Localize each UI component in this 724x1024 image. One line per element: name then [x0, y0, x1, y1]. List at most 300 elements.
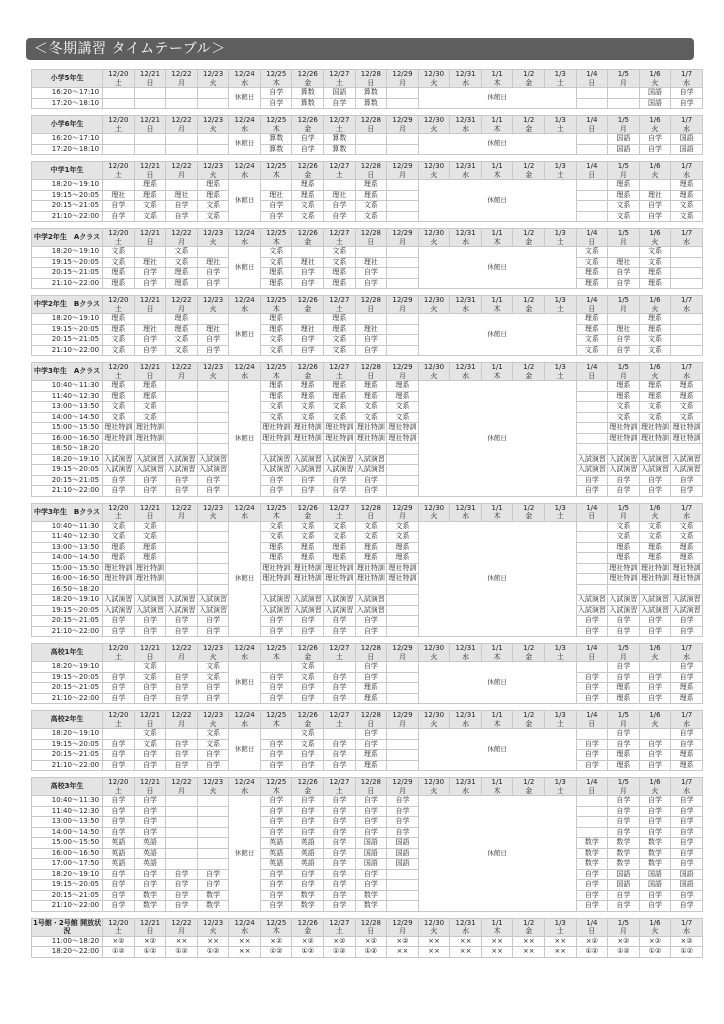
weekday-label: 水	[462, 512, 470, 520]
date-label: 1/4	[586, 644, 598, 652]
weekday-label: 日	[367, 927, 375, 935]
class-cell: 入試演習	[325, 454, 354, 463]
class-cell: 自学	[355, 616, 387, 627]
class-cell	[166, 391, 198, 402]
weekday-label: 金	[304, 237, 312, 246]
class-cell: 理社	[292, 324, 324, 335]
date-label: 1/1	[491, 918, 503, 927]
date-label: 12/20	[108, 711, 129, 719]
class-cell: 自学	[324, 616, 356, 627]
date-header	[544, 363, 576, 381]
class-cell: 自学	[639, 760, 671, 771]
weekday-label: 日	[367, 304, 375, 313]
date-header	[355, 229, 387, 247]
class-cell	[166, 796, 198, 807]
class-cell: 自学	[324, 890, 356, 901]
weekday-label: 火	[209, 719, 217, 728]
weekday-label: 金	[525, 719, 533, 728]
weekday-label: 日	[367, 124, 375, 133]
time-slot: 19:15～20:05	[32, 257, 103, 268]
date-label: 12/26	[297, 918, 318, 927]
class-cell: 算数	[260, 134, 292, 145]
class-cell: 自学	[355, 880, 387, 891]
date-header	[481, 70, 513, 88]
date-label: 1/5	[617, 116, 630, 124]
date-label: 1/6	[649, 778, 661, 786]
weekday-label: 金	[304, 78, 312, 87]
class-cell	[324, 584, 356, 595]
table-row	[32, 890, 703, 901]
weekday-label: 水	[241, 124, 249, 133]
class-cell	[166, 859, 198, 870]
class-cell: 自学	[103, 869, 135, 880]
weekday-label: 土	[556, 170, 564, 179]
weekday-label: 水	[683, 719, 691, 728]
class-cell: 自学	[639, 739, 671, 750]
class-cell: 入試演習	[609, 595, 638, 603]
class-cell	[166, 444, 198, 455]
class-cell: 理系	[355, 683, 387, 694]
table-row	[32, 532, 703, 543]
class-cell: 自学	[355, 278, 387, 289]
class-cell	[103, 98, 135, 109]
table-row	[32, 616, 703, 627]
timetable-section	[31, 710, 703, 771]
date-label: 12/24	[234, 644, 255, 652]
weekday-label: 金	[304, 512, 312, 520]
class-cell: 文系	[608, 211, 640, 222]
class-cell: 自学	[639, 144, 671, 155]
class-cell: 自学	[576, 616, 608, 627]
class-cell: 入試演習	[104, 595, 133, 603]
class-cell: 文系	[134, 521, 166, 532]
weekday-label: 土	[556, 371, 564, 380]
weekday-label: 月	[398, 927, 406, 935]
class-cell: 自学	[260, 796, 292, 807]
class-cell: 自学	[324, 693, 356, 704]
class-cell: 文系	[103, 412, 135, 423]
page-title: ＜冬期講習 タイムテーブル＞	[26, 38, 694, 60]
class-cell	[576, 134, 608, 145]
grade-label: 中学3年生 Aクラス	[32, 363, 103, 381]
class-cell: 文系	[608, 201, 640, 212]
date-label: 1/2	[523, 229, 535, 237]
date-label: 12/24	[234, 503, 255, 512]
class-cell	[103, 662, 135, 673]
closed-day-cell: 休館日	[229, 314, 261, 356]
class-cell: 文系	[134, 412, 166, 423]
class-cell: 数学	[639, 838, 671, 849]
class-cell: 自学	[260, 827, 292, 838]
class-cell: 文系	[197, 729, 229, 740]
date-header	[229, 162, 261, 180]
date-header	[324, 778, 356, 796]
class-cell: 自学	[292, 827, 324, 838]
class-cell: 自学	[324, 211, 356, 222]
class-cell	[103, 88, 135, 99]
class-cell	[166, 180, 198, 191]
date-label: 1/3	[554, 363, 566, 371]
date-label: 12/22	[171, 162, 192, 170]
time-slot: 11:40～12:30	[32, 532, 103, 543]
time-slot: 11:40～12:30	[32, 391, 103, 402]
weekday-label: 火	[209, 124, 217, 133]
class-cell: 理系	[103, 324, 135, 335]
weekday-label: 木	[493, 170, 501, 179]
class-cell	[387, 683, 419, 694]
date-header	[260, 503, 292, 521]
class-cell: 自学	[292, 683, 324, 694]
class-cell: 理系	[260, 381, 292, 392]
date-header	[103, 116, 135, 134]
date-header	[671, 503, 703, 521]
date-label: 1/6	[649, 503, 661, 512]
class-cell: 理社特訓	[293, 423, 322, 431]
class-cell: 入試演習	[672, 605, 701, 614]
date-label: 12/30	[423, 503, 445, 512]
date-header	[324, 296, 356, 314]
time-slot: 19:15～20:05	[32, 672, 103, 683]
class-cell	[197, 859, 229, 870]
class-cell: 自学	[292, 475, 324, 486]
date-label: 12/30	[423, 918, 445, 927]
class-cell: 自学	[355, 662, 387, 673]
class-cell: 文系	[197, 739, 229, 750]
class-cell: 自学	[387, 806, 419, 817]
class-cell	[608, 314, 640, 325]
class-cell: 文系	[292, 521, 324, 532]
class-cell	[197, 838, 229, 849]
date-label: 1/3	[554, 711, 566, 719]
date-header	[324, 162, 356, 180]
weekday-label: 日	[588, 170, 596, 179]
class-cell: 入試演習	[325, 595, 354, 603]
date-label: 12/30	[423, 644, 445, 652]
date-header	[260, 296, 292, 314]
class-cell: 自学	[355, 268, 387, 279]
date-header	[576, 116, 608, 134]
time-slot: 18:20～19:10	[32, 314, 103, 325]
class-cell: 文系	[134, 532, 166, 543]
class-cell: 自学	[639, 901, 671, 912]
class-cell: 自学	[134, 626, 166, 637]
time-slot: 14:00～14:50	[32, 412, 103, 423]
weekday-label: 火	[209, 927, 217, 935]
class-cell: 自学	[639, 806, 671, 817]
table-row	[32, 869, 703, 880]
class-cell: 入試演習	[672, 465, 701, 473]
date-header	[544, 778, 576, 796]
class-cell: 自学	[324, 880, 356, 891]
date-label: 1/5	[617, 162, 630, 170]
table-row	[32, 247, 703, 258]
date-label: 12/25	[266, 363, 287, 371]
class-cell: 理系	[324, 553, 356, 564]
closed-period-cell: 休館日	[418, 88, 576, 109]
class-cell	[671, 345, 703, 356]
weekday-label: 水	[683, 786, 691, 795]
date-label: 1/4	[586, 162, 598, 170]
table-row	[32, 335, 703, 346]
class-cell	[355, 134, 387, 145]
time-slot: 18:20～19:10	[32, 869, 103, 880]
class-cell: 自学	[103, 880, 135, 891]
date-label: 12/28	[360, 296, 381, 304]
class-cell: 国語	[671, 869, 703, 880]
class-cell: 自学	[166, 739, 198, 750]
class-cell: 入試演習	[262, 465, 291, 473]
class-cell: 自学	[260, 201, 292, 212]
date-header	[292, 711, 324, 729]
date-header	[418, 363, 450, 381]
class-cell: 自学	[355, 817, 387, 828]
date-header	[481, 711, 513, 729]
weekday-label: 月	[398, 652, 406, 661]
time-slot: 21:10～22:00	[32, 345, 103, 356]
date-header	[134, 711, 166, 729]
availability-cell: ×②	[608, 936, 640, 947]
class-cell: 文系	[355, 532, 387, 543]
class-cell	[387, 760, 419, 771]
weekday-label: 日	[588, 304, 596, 313]
date-label: 12/27	[329, 296, 350, 304]
date-header	[292, 918, 324, 936]
date-header	[418, 711, 450, 729]
grade-label: 高校3年生	[32, 778, 103, 796]
table-row	[32, 444, 703, 455]
class-cell: 自学	[103, 750, 135, 761]
date-header	[608, 644, 640, 662]
class-cell: 自学	[608, 616, 640, 627]
date-label: 12/30	[423, 162, 445, 170]
class-cell	[197, 542, 229, 553]
class-cell: 国語	[387, 838, 419, 849]
class-cell	[576, 180, 608, 191]
class-cell	[197, 553, 229, 564]
date-label: 1/6	[649, 363, 661, 371]
weekday-label: 木	[493, 652, 501, 661]
class-cell: 理系	[671, 750, 703, 761]
class-cell: 自学	[608, 662, 640, 673]
table-row	[32, 433, 703, 444]
weekday-label: 月	[398, 304, 406, 313]
class-cell: 理系	[324, 278, 356, 289]
closed-period-cell: 休館日	[418, 180, 576, 222]
weekday-label: 火	[209, 371, 217, 380]
date-header	[387, 296, 419, 314]
class-cell: 文系	[103, 402, 135, 413]
class-cell: 自学	[639, 201, 671, 212]
class-cell: 理系	[260, 553, 292, 564]
class-cell: 国語	[387, 848, 419, 859]
class-cell	[134, 144, 166, 155]
date-header	[197, 296, 229, 314]
date-header	[166, 162, 198, 180]
class-cell: 自学	[671, 806, 703, 817]
class-cell: 自学	[134, 869, 166, 880]
class-cell	[134, 247, 166, 258]
class-cell: 自学	[608, 345, 640, 356]
date-label: 12/20	[108, 296, 129, 304]
class-cell	[387, 475, 419, 486]
class-cell: 自学	[260, 693, 292, 704]
time-slot: 13:00～13:50	[32, 817, 103, 828]
date-header	[324, 363, 356, 381]
date-header	[639, 116, 671, 134]
class-cell: 国語	[387, 859, 419, 870]
date-header	[134, 644, 166, 662]
availability-cell: ××	[387, 947, 419, 958]
class-cell: 自学	[103, 683, 135, 694]
class-cell: 入試演習	[293, 605, 322, 614]
class-cell	[387, 314, 419, 325]
date-header	[355, 363, 387, 381]
class-cell	[576, 381, 608, 392]
class-cell: 国語	[355, 848, 387, 859]
table-row	[32, 574, 703, 585]
date-header	[260, 162, 292, 180]
class-cell: 理社特訓	[135, 563, 164, 572]
class-cell: 理系	[608, 180, 640, 191]
time-slot: 18:20～19:10	[32, 595, 103, 606]
class-cell: 文系	[639, 412, 671, 423]
time-slot: 17:20～18:10	[32, 144, 103, 155]
date-label: 12/26	[297, 229, 318, 237]
weekday-label: 土	[335, 170, 343, 179]
class-cell: 算数	[324, 134, 356, 145]
class-cell	[197, 584, 229, 595]
class-cell: 自学	[166, 211, 198, 222]
class-cell: 入試演習	[135, 595, 164, 603]
class-cell: 理系	[608, 391, 640, 402]
closed-period-cell: 休館日	[418, 662, 576, 704]
date-header	[103, 918, 135, 936]
date-label: 12/24	[234, 70, 255, 78]
class-cell	[387, 605, 419, 616]
date-label: 12/25	[266, 296, 287, 304]
date-label: 12/28	[360, 363, 381, 371]
date-label: 1/7	[680, 918, 693, 927]
date-header	[197, 711, 229, 729]
class-cell: 理系	[260, 542, 292, 553]
class-cell	[103, 144, 135, 155]
class-cell: 入試演習	[609, 454, 638, 463]
timetable-section	[31, 161, 703, 222]
weekday-label: 月	[619, 78, 627, 87]
class-cell: 自学	[197, 693, 229, 704]
date-header	[513, 778, 545, 796]
class-cell: 数学	[134, 890, 166, 901]
date-header	[355, 711, 387, 729]
class-cell: 自学	[671, 616, 703, 627]
class-cell: 理社特訓	[135, 423, 164, 431]
weekday-label: 水	[241, 237, 249, 246]
class-cell	[608, 98, 640, 109]
class-cell: 自学	[260, 211, 292, 222]
class-cell	[387, 890, 419, 901]
date-header	[608, 296, 640, 314]
class-cell: 算数	[260, 144, 292, 155]
class-cell: 自学	[260, 486, 292, 497]
weekday-label: 月	[398, 170, 406, 179]
date-header	[324, 70, 356, 88]
date-label: 1/7	[680, 363, 693, 371]
class-cell	[166, 574, 198, 585]
weekday-label: 火	[651, 652, 659, 661]
weekday-label: 土	[556, 304, 564, 313]
class-cell: 理社特訓	[262, 563, 291, 572]
class-cell: 入試演習	[356, 454, 385, 463]
class-cell: 理社特訓	[388, 433, 417, 442]
weekday-label: 月	[619, 652, 627, 661]
class-cell: 自学	[134, 817, 166, 828]
date-label: 1/2	[523, 363, 535, 371]
date-header	[103, 296, 135, 314]
class-cell: 自学	[103, 901, 135, 912]
class-cell	[260, 729, 292, 740]
weekday-label: 土	[335, 78, 343, 87]
date-label: 1/4	[586, 918, 598, 927]
weekday-label: 木	[272, 512, 280, 520]
class-cell: 自学	[324, 683, 356, 694]
class-cell: 自学	[292, 869, 324, 880]
class-cell: 文系	[639, 345, 671, 356]
date-label: 12/27	[329, 918, 350, 927]
weekday-label: 木	[272, 304, 280, 313]
class-cell: 自学	[166, 486, 198, 497]
class-cell: 自学	[671, 662, 703, 673]
date-label: 12/31	[455, 503, 476, 512]
date-header	[387, 503, 419, 521]
class-cell: 理系	[260, 314, 292, 325]
class-cell: 理系	[387, 553, 419, 564]
class-cell: 理系	[324, 381, 356, 392]
class-cell	[197, 144, 229, 155]
date-header	[355, 70, 387, 88]
class-cell: 文系	[324, 257, 356, 268]
class-cell: 自学	[103, 827, 135, 838]
class-cell: 入試演習	[640, 595, 669, 603]
class-cell: 文系	[387, 412, 419, 423]
class-cell	[166, 412, 198, 423]
date-header	[481, 162, 513, 180]
class-cell: 自学	[639, 134, 671, 145]
class-cell: 理系	[260, 391, 292, 402]
date-header	[513, 116, 545, 134]
date-label: 12/24	[234, 229, 255, 237]
time-slot: 18:20～19:10	[32, 180, 103, 191]
table-row	[32, 381, 703, 392]
availability-cell: ××	[544, 947, 576, 958]
time-slot: 10:40～11:30	[32, 796, 103, 807]
class-cell: 理系	[355, 180, 387, 191]
availability-cell: ①②	[103, 947, 135, 958]
availability-cell: ×②	[260, 936, 292, 947]
class-cell: 自学	[197, 760, 229, 771]
date-label: 1/5	[617, 778, 630, 786]
date-label: 12/27	[329, 711, 350, 719]
class-cell: 文系	[608, 402, 640, 413]
class-cell: 自学	[292, 880, 324, 891]
time-slot: 21:10～22:00	[32, 486, 103, 497]
class-cell: 自学	[324, 750, 356, 761]
table-row	[32, 750, 703, 761]
class-cell: 自学	[260, 869, 292, 880]
date-label: 1/1	[491, 116, 503, 124]
date-label: 12/22	[171, 229, 192, 237]
availability-cell: ××	[481, 947, 513, 958]
class-cell: 算数	[292, 88, 324, 99]
